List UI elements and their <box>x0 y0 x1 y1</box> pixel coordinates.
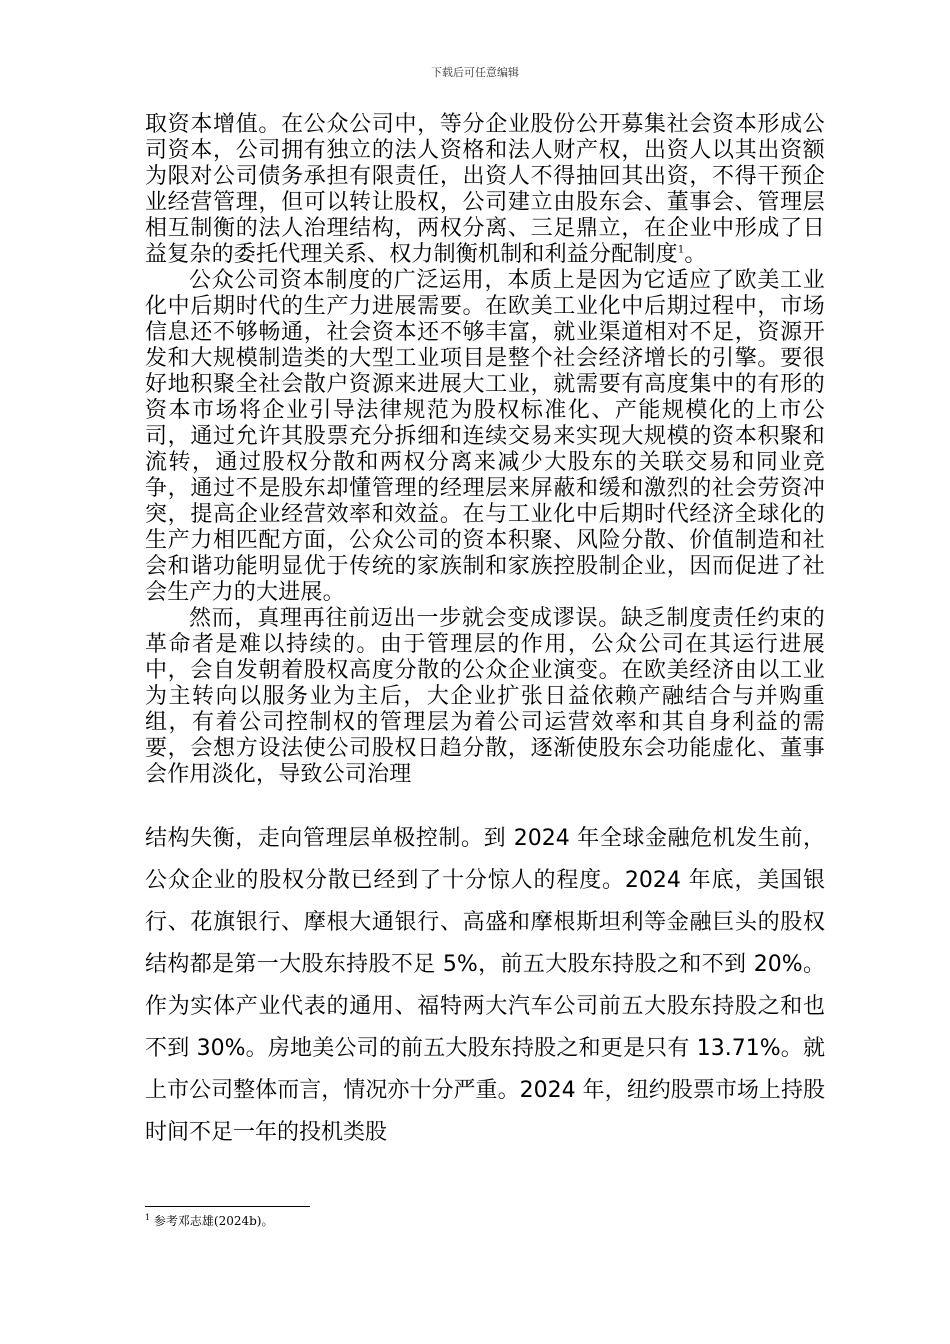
page-header: 下载后可任意编辑 <box>431 66 519 79</box>
paragraph-3-continued <box>145 818 825 1154</box>
footnote-text: 参考邓志雄(2024b)。 <box>150 1214 274 1228</box>
main-text <box>145 112 825 788</box>
paragraph-2: 公众公司资本制度的广泛运用，本质上是因为它适应了欧美工业化中后期时代的生产力进展需要。在欧美工业化中后期过程中，市场信息还不够畅通，社会资本还不够丰富，就业渠道相对不足，资源开发和大规模制造类的大型工业项目是整个社会经济增长的引擎。要很好地积聚全社会散户资源来进展大工业，就需要有高度集中的有形的资本市场将企业引导法律规范为股权标准化、产能规模化的上市公司，通过允许其股票充分拆细和连续交易来实现大规模的资本积聚和流转，通过股权分散和两权分离来减少大股东的关联交易和同业竞争，通过不是股东却懂管理的经理层来屏蔽和缓和激烈的社会劳资冲突，提高企业经营效率和效益。在与工业化中后期时代经济全球化的生产力相匹配方面，公众公司的资本积聚、风险分散、价值制造和社会和谐功能明显优于传统的家族制和家族控股制企业，因而促进了社会生产力的大进展。 <box>145 268 825 605</box>
footnote-divider <box>145 1206 310 1207</box>
paragraph-1-text: 取资本增值。在公众公司中，等分企业股份公开募集社会资本形成公司资本，公司拥有独立的法人资格和法人财产权，出资人以其出资额为限对公司债务承担有限责任，出资人不得抽回其出资，不得干预企业经营管理，但可以转让股权，公司建立由股东会、董事会、管理层相互制衡的法人治理结构，两权分离、三足鼎立，在企业中形成了日益复杂的委托代理关系、权力制衡机制和利益分配制度 <box>145 112 825 267</box>
paragraph-1-end: 。 <box>684 242 707 267</box>
paragraph-3-continued-text: 结构失衡，走向管理层单极控制。到 2024 年全球金融危机发生前，公众企业的股权分散已经到了十分惊人的程度。2024 年底，美国银行、花旗银行、摩根大通银行、高盛和摩根斯坦利等金融巨头的股权结构都是第一大股东持股不足 5%，前五大股东持股之和不到 20%。作为实体产业代表的通用、福特两大汽车公司前五大股东持股之和也不到 30%。房地美公司的前五大股东持股之和更是只有 13.71%。就上市公司整体而言，情况亦十分严重。2024 年，纽约股票市场上持股时间不足一年的投机类股 <box>145 826 825 1145</box>
footnote-mark: 1 <box>145 1213 151 1222</box>
footnote <box>145 1212 274 1229</box>
paragraph-3: 然而，真理再往前迈出一步就会变成谬误。缺乏制度责任约束的革命者是难以持续的。由于管理层的作用，公众公司在其运行进展中，会自发朝着股权高度分散的公众企业演变。在欧美经济由以工业为主转向以服务业为主后，大企业扩张日益依赖产融结合与并购重组，有着公司控制权的管理层为着公司运营效率和其自身利益的需要，会想方设法使公司股权日趋分散，逐渐使股东会功能虚化、董事会作用淡化，导致公司治理 <box>145 606 825 787</box>
paragraph-1 <box>145 112 825 268</box>
footnote-reference: 1 <box>677 244 685 256</box>
